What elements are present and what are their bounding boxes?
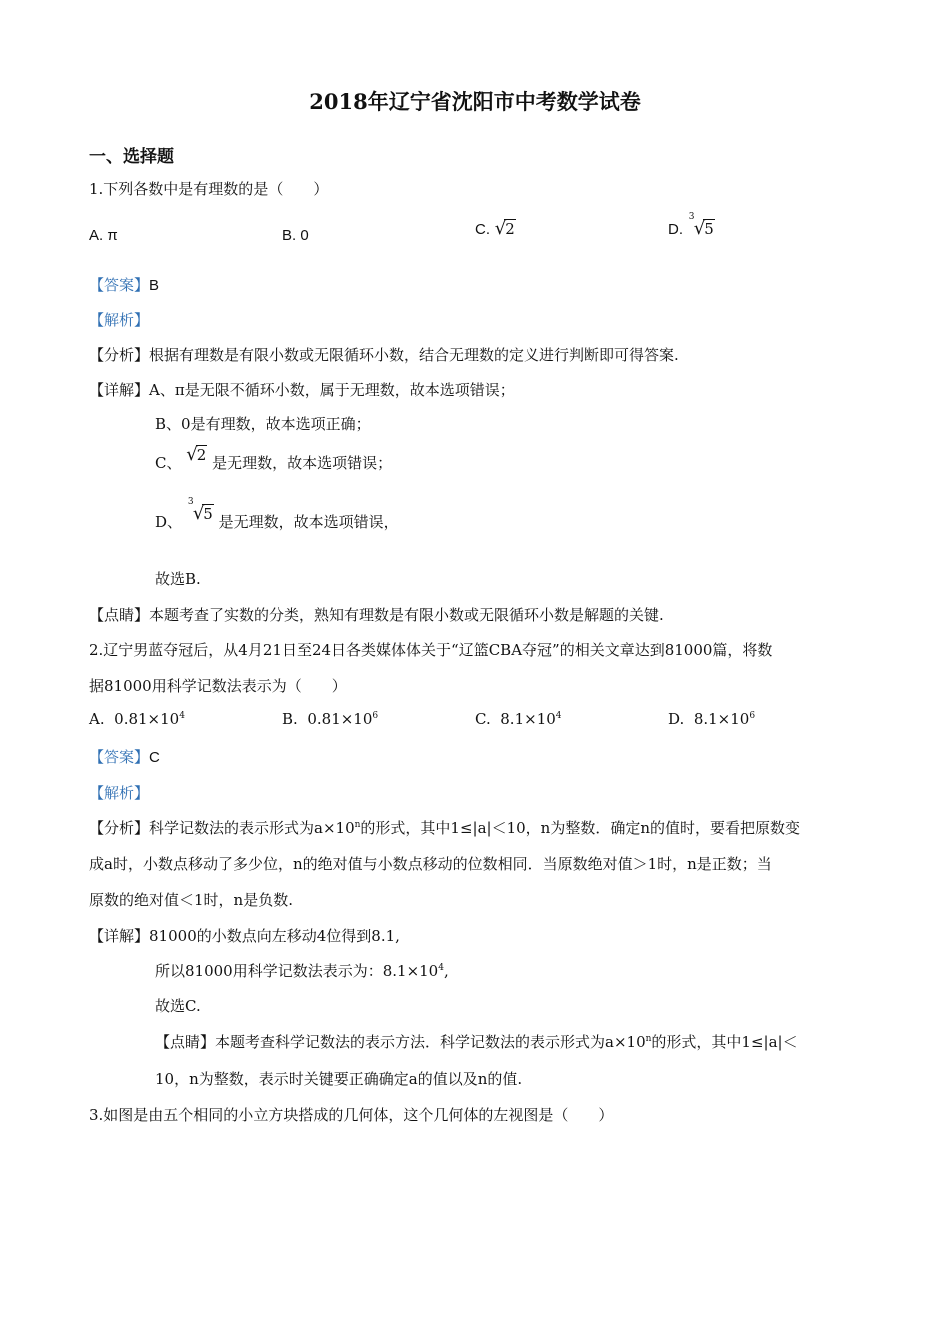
dianjing-text: 本题考查了实数的分类，熟知有理数是有限小数或无限循环小数是解题的关键. [149, 606, 664, 624]
page-title: 2018年辽宁省沈阳市中考数学试卷 [309, 89, 641, 114]
q2-dianjing-line2: 10，n为整数，表示时关键要正确确定a的值以及n的值. [155, 1070, 523, 1088]
q3-stem: 3.如图是由五个相同的小立方块搭成的几何体，这个几何体的左视图是（ ） [89, 1106, 614, 1124]
answer-label: 【答案】 [89, 277, 150, 294]
option-base: 0.81×10 [114, 710, 180, 728]
detail-d-suffix: 是无理数，故本选项错误， [218, 513, 399, 531]
option-label: D. [668, 710, 685, 728]
option-label: B. [282, 710, 298, 728]
option-base: 8.1×10 [500, 710, 556, 728]
detail-text: , [443, 962, 449, 980]
option-exponent: 4 [555, 711, 562, 721]
answer-label: 【答案】 [89, 749, 150, 766]
section-heading: 一、选择题 [89, 147, 174, 167]
fenxi-text: 科学记数法的表示形式为a×10 [149, 819, 355, 837]
option-exponent: 6 [749, 711, 756, 721]
q2-answer [89, 746, 160, 767]
exponent: n [645, 1034, 652, 1044]
option-label: A. [89, 710, 105, 728]
dianjing-label: 【点睛】 [89, 606, 150, 624]
exponent: n [354, 820, 361, 830]
root-index: 3 [688, 212, 695, 222]
fenxi-text: 的形式，其中1≤|a|＜10，n为整数．确定n的值时，要看把原数变 [360, 819, 800, 837]
detail-c-suffix: 是无理数，故本选项错误； [212, 454, 393, 472]
option-exponent: 4 [179, 711, 185, 721]
q1-option-a[interactable]: A. π [89, 227, 118, 244]
detail-text: 81000的小数点向左移动4位得到8.1, [149, 927, 400, 945]
answer-value: C [149, 749, 160, 766]
sqrt-symbol: √2 [494, 218, 515, 239]
q2-stem-line2: 据81000用科学记数法表示为（ ） [89, 677, 347, 695]
detail-c-prefix: C、 [155, 454, 182, 472]
detail-text: 所以81000用科学记数法表示为：8.1×10 [155, 962, 439, 980]
q1-option-c[interactable] [475, 218, 516, 239]
fenxi-label: 【分析】 [89, 819, 150, 837]
q2-option-d[interactable] [668, 710, 755, 728]
fenxi-text: 根据有理数是有限小数或无限循环小数，结合无理数的定义进行判断即可得答案. [149, 346, 679, 364]
sqrt-symbol: √2 [186, 444, 207, 465]
q2-dianjing-line1 [155, 1031, 798, 1052]
dianjing-text: 本题考查科学记数法的表示方法．科学记数法的表示形式为a×10 [215, 1033, 646, 1051]
q1-option-d-label: D. [668, 221, 683, 238]
option-exponent: 6 [372, 711, 379, 721]
radicand: 5 [704, 220, 714, 238]
root-index: 3 [187, 497, 194, 507]
q2-option-c[interactable] [475, 710, 562, 728]
q1-detail-d [155, 497, 399, 532]
cube-root-symbol: 3 √5 [688, 212, 714, 239]
fenxi-label: 【分析】 [89, 346, 150, 364]
option-label: C. [475, 710, 491, 728]
q2-detail-line2 [155, 960, 449, 981]
q1-choose: 故选B. [155, 570, 201, 588]
option-base: 0.81×10 [307, 710, 373, 728]
q1-detail-b: B、0是有理数，故本选项正确； [155, 415, 371, 433]
option-base: 8.1×10 [693, 710, 750, 728]
exponent: 4 [438, 963, 444, 973]
q2-option-b[interactable] [282, 710, 378, 728]
q2-analysis-label: 【解析】 [89, 784, 150, 802]
detail-d-prefix: D、 [155, 513, 183, 531]
q1-dianjing [89, 604, 664, 625]
answer-value: B [149, 277, 160, 294]
q2-fenxi-line2: 成a时，小数点移动了多少位，n的绝对值与小数点移动的位数相同．当原数绝对值＞1时，n是正数；当 [89, 855, 772, 873]
q2-stem-line1: 2.辽宁男蓝夺冠后，从4月21日至24日各类媒体体关于“辽篮CBA夺冠”的相关文章达到81000篇，将数 [89, 641, 773, 659]
q1-fenxi [89, 344, 679, 365]
detail-text: A、π是无限不循环小数，属于无理数，故本选项错误； [149, 381, 515, 399]
radicand: 2 [196, 446, 207, 464]
q1-option-d[interactable] [668, 212, 715, 239]
q2-fenxi-line3: 原数的绝对值＜1时，n是负数. [89, 891, 293, 909]
dianjing-label: 【点睛】 [155, 1033, 216, 1051]
q2-fenxi-line1 [89, 817, 800, 838]
q1-stem: 1.下列各数中是有理数的是（ ） [89, 180, 329, 198]
q2-detail-line1 [89, 925, 400, 946]
radicand: 2 [505, 220, 515, 238]
q1-answer [89, 274, 159, 295]
radicand: 5 [203, 505, 213, 523]
q2-option-a[interactable] [89, 710, 185, 728]
q2-choose: 故选C. [155, 997, 201, 1015]
q1-option-c-label: C. [475, 221, 490, 238]
detail-label: 【详解】 [89, 381, 150, 399]
cube-root-symbol: 3 √5 [187, 497, 213, 524]
q1-analysis-label: 【解析】 [89, 311, 150, 329]
q1-option-b[interactable]: B. 0 [282, 227, 309, 244]
q1-detail-a [89, 379, 515, 400]
q1-detail-c [155, 444, 393, 473]
detail-label: 【详解】 [89, 927, 150, 945]
dianjing-text: 的形式，其中1≤|a|＜ [651, 1033, 798, 1051]
